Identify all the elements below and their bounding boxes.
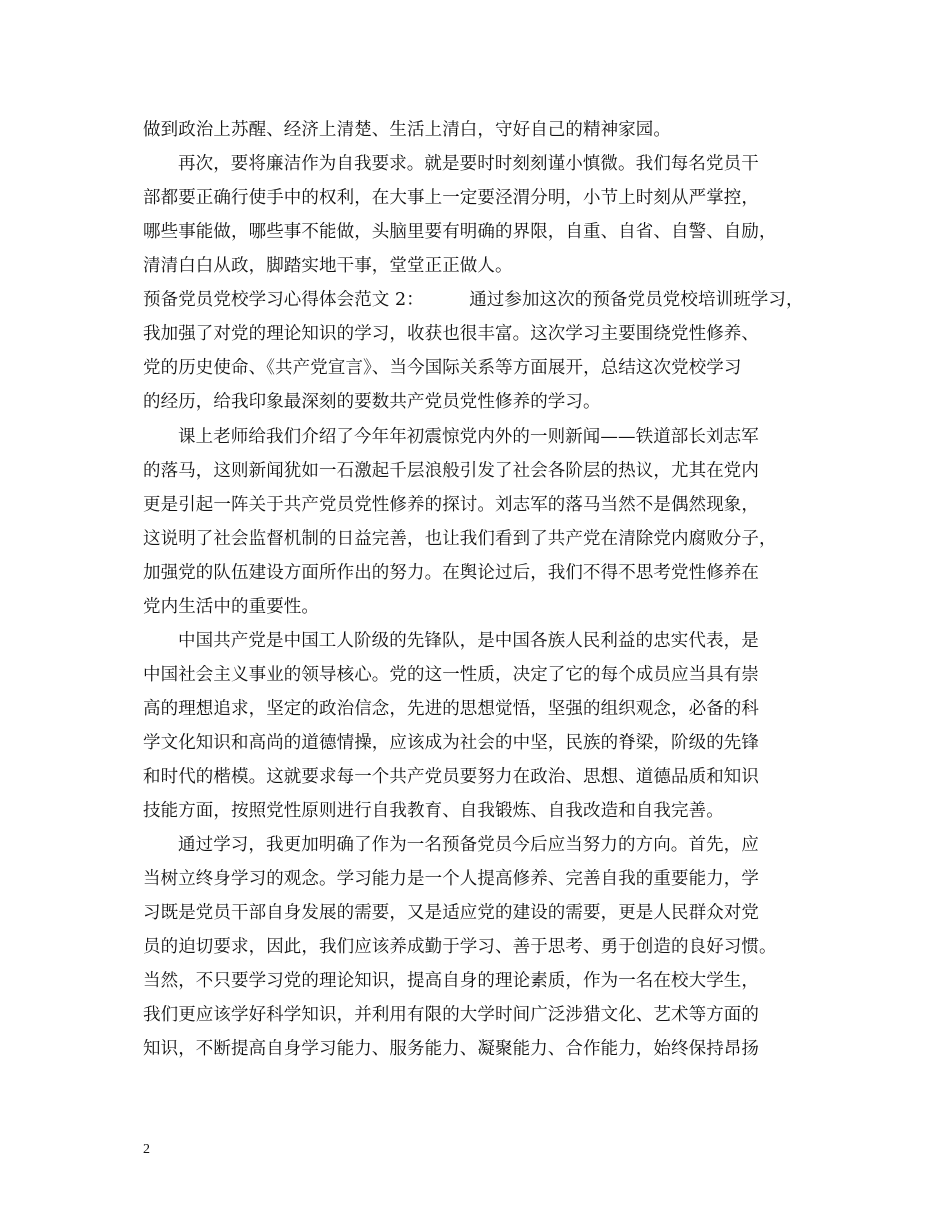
text-line: 部都要正确行使手中的权利，在大事上一定要泾渭分明，小节上时刻从严掌控， — [143, 188, 759, 208]
text-line: 当然，不只要学习党的理论知识，提高自身的理论素质，作为一名在校大学生， — [143, 971, 759, 991]
paragraph-first-line: 通过学习，我更加明确了作为一名预备党员今后应当努力的方向。首先，应 — [178, 835, 759, 855]
text-line: 党内生活中的重要性。 — [143, 597, 319, 617]
text-line: 高的理想追求，坚定的政治信念，先进的思想觉悟，坚强的组织观念，必备的科 — [143, 699, 759, 719]
text-line: 的落马，这则新闻犹如一石激起千层浪般引发了社会各阶层的热议，尤其在党内 — [143, 461, 759, 481]
text-line: 党的历史使命、《共产党宣言》、当今国际关系等方面展开，总结这次党校学习 — [143, 358, 742, 378]
text-line: 技能方面，按照党性原则进行自我教育、自我锻炼、自我改造和自我完善。 — [143, 801, 724, 821]
paragraph-first-line: 课上老师给我们介绍了今年年初震惊党内外的一则新闻——铁道部长刘志军 — [178, 427, 759, 447]
text-line: 当树立终身学习的观念。学习能力是一个人提高修养、完善自我的重要能力，学 — [143, 869, 759, 889]
text-line: 知识，不断提高自身学习能力、服务能力、凝聚能力、合作能力，始终保持昂扬 — [143, 1039, 759, 1059]
text-line: 哪些事能做，哪些事不能做，头脑里要有明确的界限，自重、自省、自警、自励， — [143, 222, 777, 242]
text-line: 我加强了对党的理论知识的学习，收获也很丰富。这次学习主要围绕党性修养、 — [143, 324, 759, 344]
text-line: 中国社会主义事业的领导核心。党的这一性质，决定了它的每个成员应当具有崇 — [143, 665, 759, 685]
page-number: 2 — [143, 1142, 150, 1157]
text-line: 清清白白从政，脚踏实地干事，堂堂正正做人。 — [143, 256, 513, 276]
text-line: 的经历，给我印象最深刻的要数共产党员党性修养的学习。 — [143, 392, 601, 412]
text-line: 和时代的楷模。这就要求每一个共产党员要努力在政治、思想、道德品质和知识 — [143, 767, 759, 787]
section-heading-line: 预备党员党校学习心得体会范文 2： 通过参加这次的预备党员党校培训班学习， — [143, 290, 804, 310]
text-line: 这说明了社会监督机制的日益完善，也让我们看到了共产党在清除党内腐败分子， — [143, 529, 777, 549]
text-line: 习既是党员干部自身发展的需要，又是适应党的建设的需要，更是人民群众对党 — [143, 903, 759, 923]
text-line: 我们更应该学好科学知识，并利用有限的大学时间广泛涉猎文化、艺术等方面的 — [143, 1005, 759, 1025]
paragraph-first-line: 再次，要将廉洁作为自我要求。就是要时时刻刻谨小慎微。我们每名党员干 — [178, 154, 759, 174]
text-line: 员的迫切要求，因此，我们应该养成勤于学习、善于思考、勇于创造的良好习惯。 — [143, 937, 777, 957]
paragraph-first-line: 中国共产党是中国工人阶级的先锋队，是中国各族人民利益的忠实代表，是 — [178, 631, 759, 651]
text-line: 加强党的队伍建设方面所作出的努力。在舆论过后，我们不得不思考党性修养在 — [143, 563, 759, 583]
text-line: 学文化知识和高尚的道德情操，应该成为社会的中坚，民族的脊梁，阶级的先锋 — [143, 733, 759, 753]
text-line: 更是引起一阵关于共产党员党性修养的探讨。刘志军的落马当然不是偶然现象， — [143, 495, 759, 515]
text-line: 做到政治上苏醒、经济上清楚、生活上清白，守好自己的精神家园。 — [143, 120, 671, 140]
